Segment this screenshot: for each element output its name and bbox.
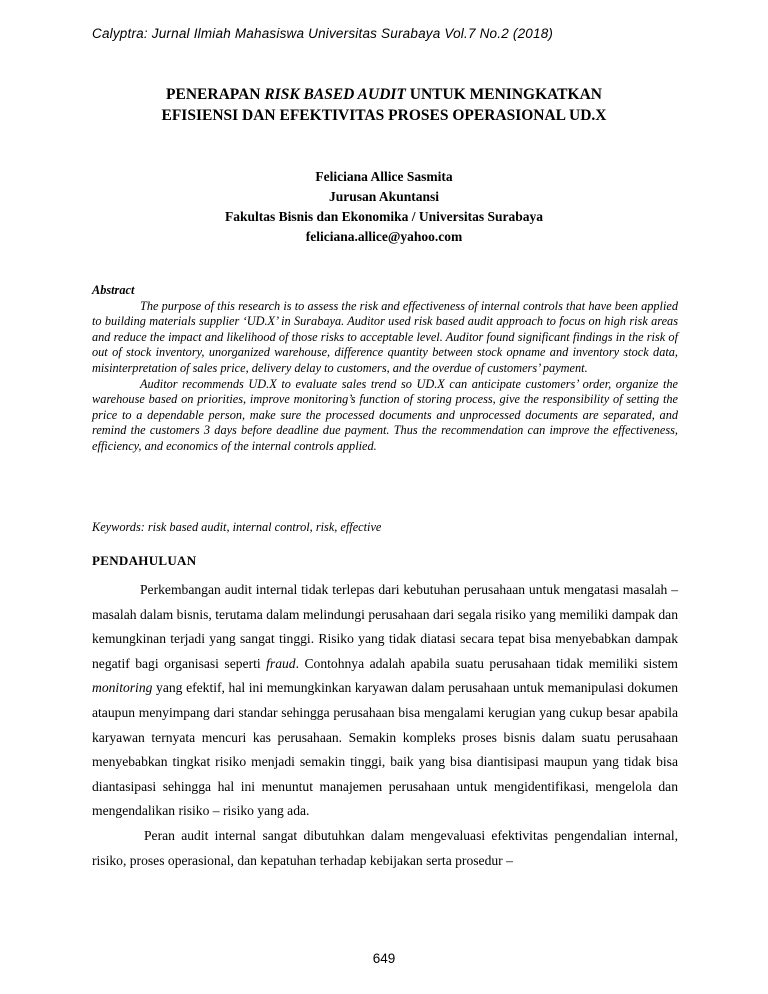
abstract	[92, 283, 678, 455]
title-italic: RISK BASED AUDIT	[264, 86, 406, 103]
body-paragraph-1-part-b: . Contohnya adalah apabila suatu perusahaan tidak memiliki sistem	[295, 655, 678, 671]
section-heading: PENDAHULUAN	[92, 553, 197, 568]
title-suffix: UNTUK MENINGKATKAN	[405, 86, 602, 103]
body-paragraph-2: Peran audit internal sangat dibutuhkan dalam mengevaluasi efektivitas pengendalian internal, risiko, proses operasional, dan kepatuhan terhadap kebijakan serta prosedur –	[92, 827, 678, 868]
body-paragraph-1-part-c: yang efektif, hal ini memungkinkan karyawan dalam perusahaan untuk memanipulasi dokumen ataupun menyimpang dari standar sehingga perusahaan bisa mengalami kerugian yang cukup besar apabila karyawan ternyata mencuri kas perusahaan. Semakin kompleks proses bisnis dalam suatu perusahaan menyebabkan tingkat risiko menjadi semakin tinggi, baik yang bisa diantisipasi maupun yang tidak bisa diantasipasi sehingga hal ini menuntut manajemen perusahaan untuk mengidentifikasi, mengelola dan mengendalikan risiko – risiko yang ada.	[92, 680, 678, 819]
body-paragraph-1	[92, 578, 678, 824]
paper-title	[92, 84, 676, 126]
keywords: Keywords: risk based audit, internal control, risk, effective	[92, 520, 382, 534]
body-text	[92, 578, 678, 873]
author-email: feliciana.allice@yahoo.com	[305, 229, 463, 244]
abstract-paragraph-1: The purpose of this research is to assess the risk and effectiveness of internal controls that have been applied to building materials supplier ‘UD.X’ in Surabaya. Auditor used risk based audit approach to focus on high risk areas and reduce the impact and likelihood of those risks to acceptable level. Auditor found significant findings in the risk of out of stock inventory, unorganized warehouse, difference quantity between stock opname and inventory stock data, misinterpretation of sales price, delivery delay to customers, and the overdue of customers’ payment.	[92, 298, 678, 375]
author-name: Feliciana Allice Sasmita	[315, 169, 453, 184]
title-line-1	[92, 84, 676, 105]
author-block	[92, 167, 676, 247]
body-paragraph-1-part-a: Perkembangan audit internal tidak terlepas dari kebutuhan perusahaan untuk mengatasi masalah – masalah dalam bisnis, terutama dalam melindungi perusahaan dari segala risiko yang memiliki dampak dan kemungkinan terjadi yang sangat tinggi. Risiko yang tidak diatasi secara tepat bisa menyebabkan dampak negatif bagi organisasi seperti	[92, 582, 678, 671]
title-line-2: EFISIENSI DAN EFEKTIVITAS PROSES OPERASIONAL UD.X	[161, 107, 607, 124]
abstract-paragraph-2: Auditor recommends UD.X to evaluate sales trend so UD.X can anticipate customers’ order, organize the warehouse based on priorities, improve monitoring’s function of storing process, give the responsibility of setting the price to a dependable person, make sure the processed documents and unprocessed documents are separated, and remind the customers 3 days before deadline due payment. Thus the recommendation can improve the effectiveness, efficiency, and economics of the internal controls applied.	[92, 376, 678, 453]
term-fraud: fraud	[266, 655, 296, 671]
title-prefix: PENERAPAN	[166, 86, 265, 103]
journal-header: Calyptra: Jurnal Ilmiah Mahasiswa Universitas Surabaya Vol.7 No.2 (2018)	[92, 26, 554, 41]
term-monitoring: monitoring	[92, 680, 153, 696]
page-number: 649	[372, 951, 396, 966]
abstract-label: Abstract	[92, 283, 135, 297]
author-department: Jurusan Akuntansi	[329, 189, 439, 204]
author-affiliation: Fakultas Bisnis dan Ekonomika / Universitas Surabaya	[224, 209, 544, 224]
